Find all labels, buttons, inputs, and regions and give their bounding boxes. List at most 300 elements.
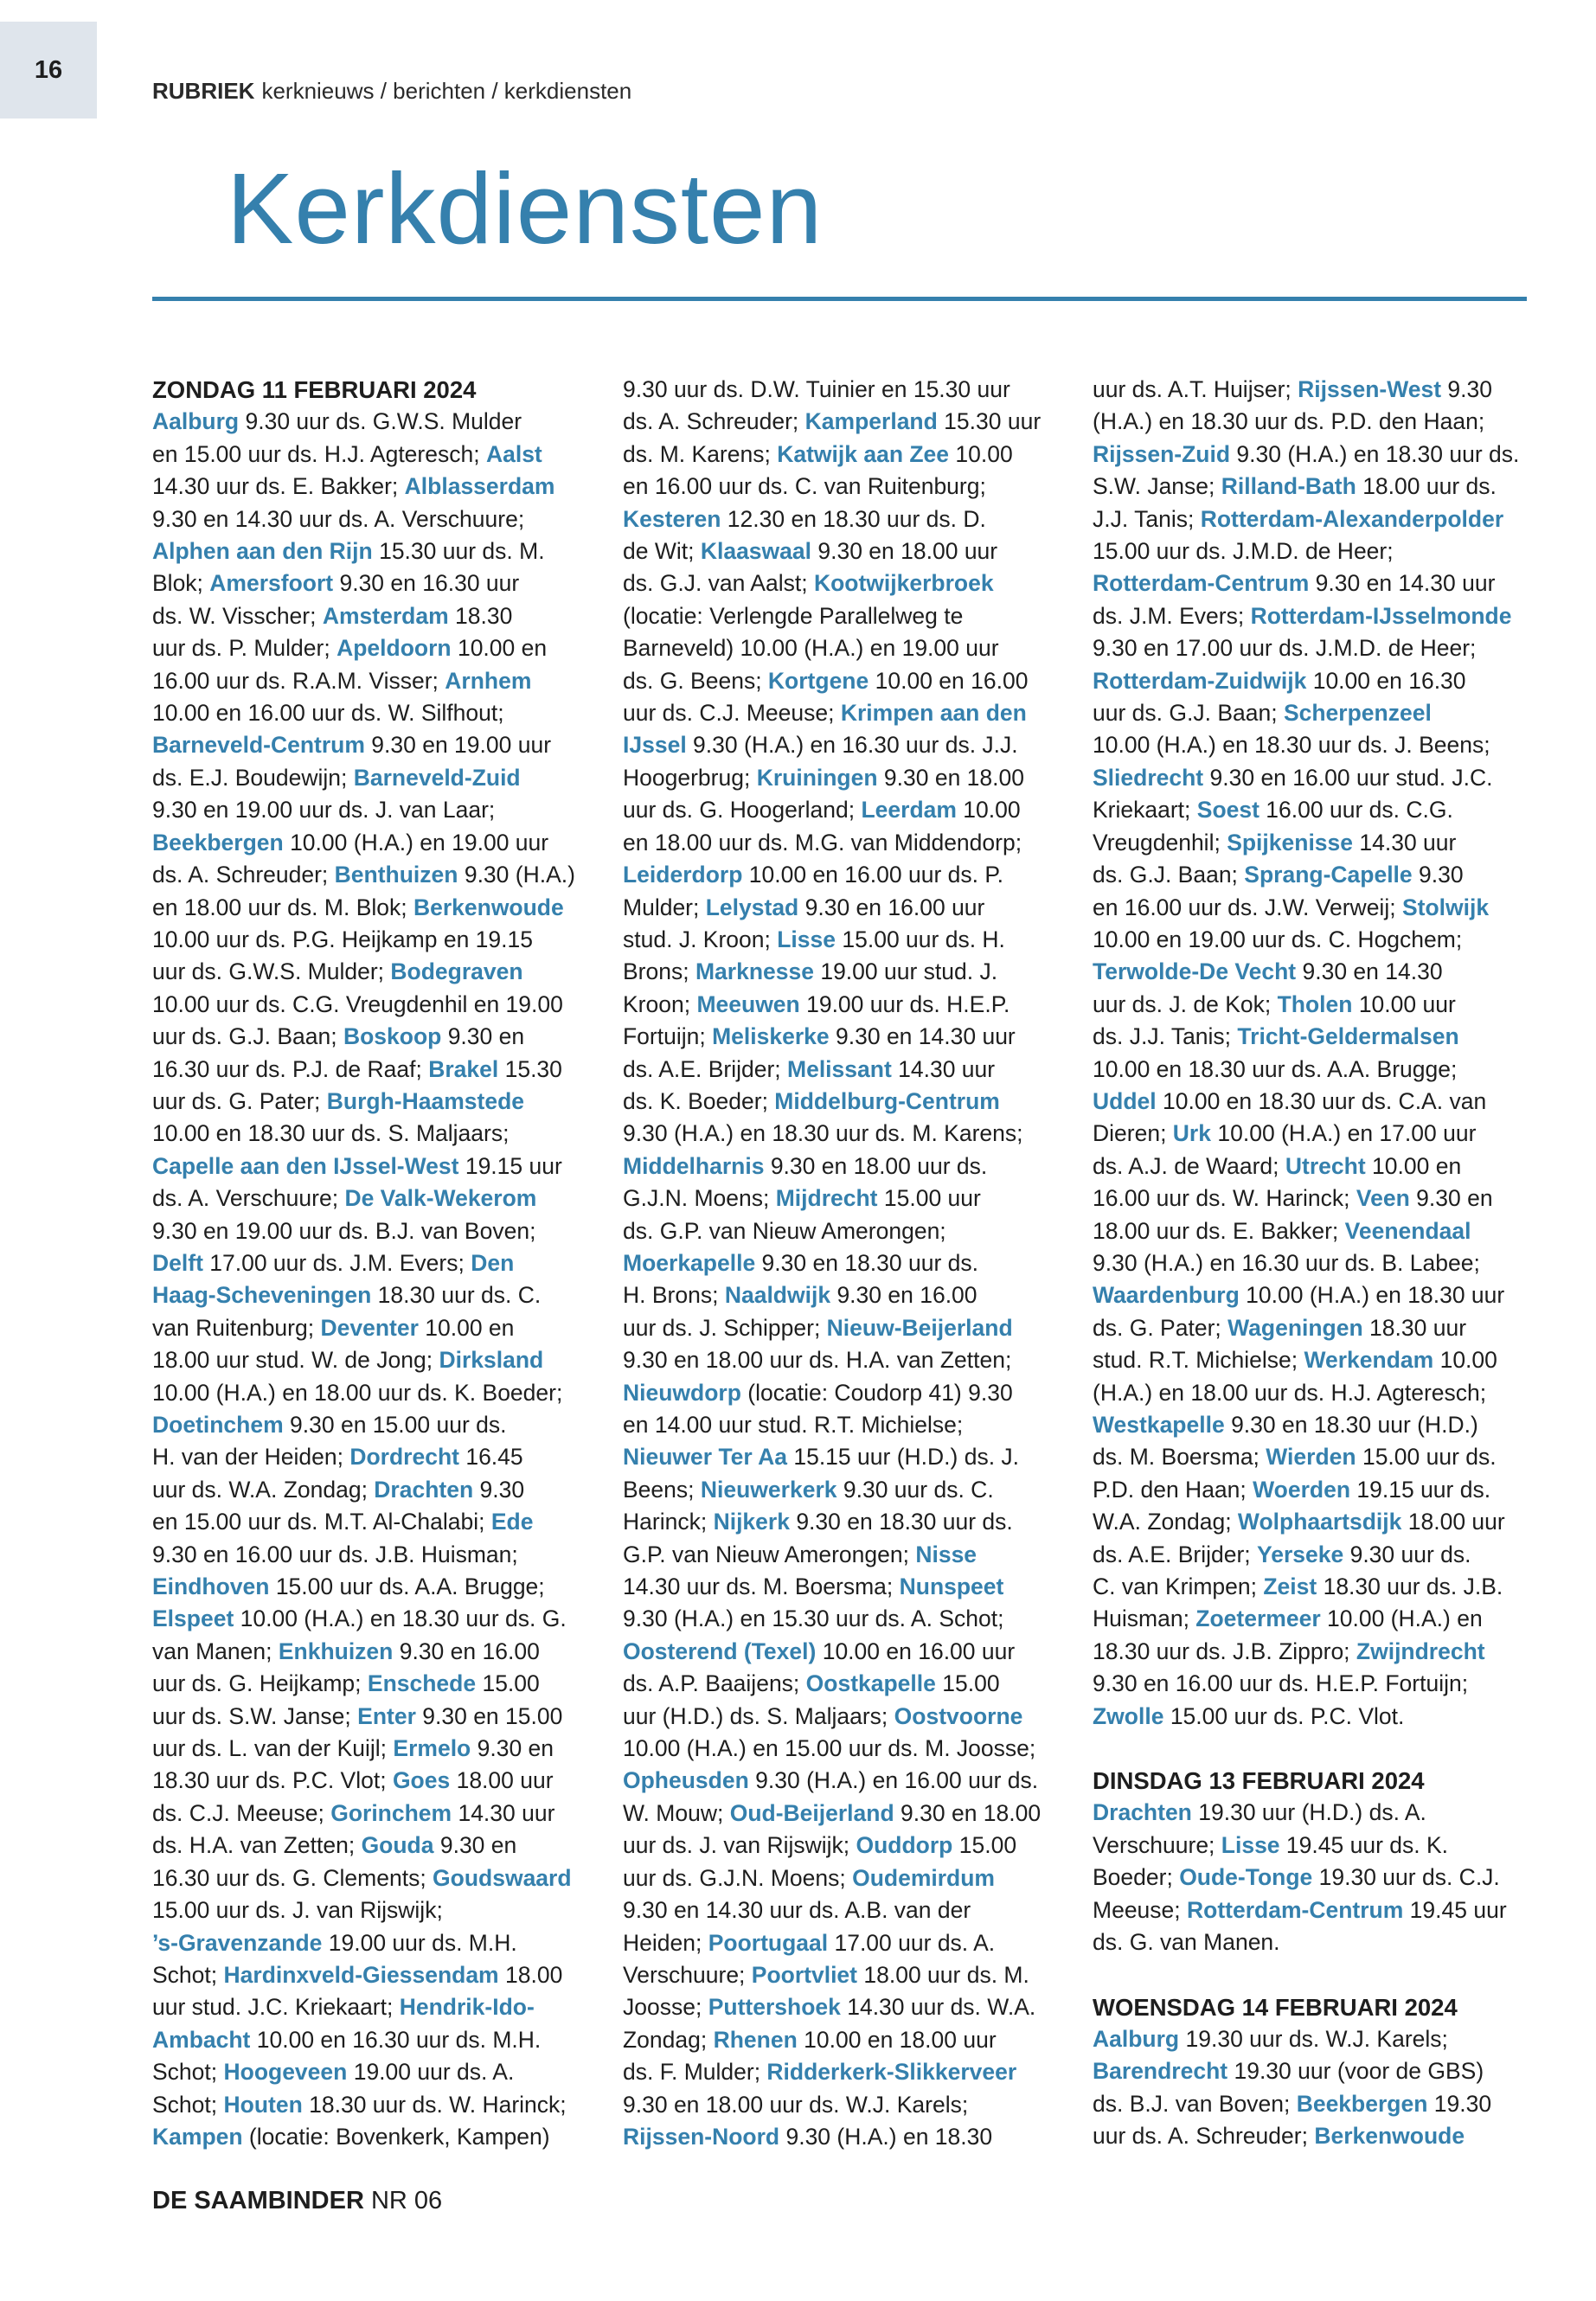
location-name: Houten bbox=[223, 2091, 303, 2118]
service-details: Boeder; bbox=[1093, 1864, 1180, 1891]
service-details: ds. M. Karens; bbox=[623, 440, 778, 467]
service-details: uur ds. G.J.N. Moens; bbox=[623, 1864, 853, 1891]
service-details: 18.00 uur bbox=[450, 1767, 554, 1794]
service-details: 9.30 en 18.30 uur ds. bbox=[755, 1249, 979, 1276]
service-details: Schot; bbox=[152, 1961, 224, 1988]
service-details: 9.30 (H.A.) en 16.30 uur ds. B. Labee; bbox=[1093, 1249, 1480, 1276]
service-details: 10.00 (H.A.) en 19.00 uur bbox=[283, 829, 549, 856]
service-details: Dieren; bbox=[1093, 1120, 1173, 1147]
service-details: 9.30 en 16.00 uur ds. H.E.P. Fortuijn; bbox=[1093, 1670, 1469, 1697]
location-name: Aalburg bbox=[1093, 2025, 1180, 2052]
location-name: Spijkenisse bbox=[1227, 829, 1354, 856]
service-details: Brons; bbox=[623, 958, 695, 985]
date-heading: ZONDAG 11 FEBRUARI 2024 bbox=[152, 376, 477, 403]
location-name: Wierden bbox=[1266, 1444, 1356, 1471]
service-details: Mulder; bbox=[623, 894, 706, 920]
location-name: Deventer bbox=[320, 1314, 419, 1341]
service-details: 9.30 en 16.00 uur ds. J.B. Huisman; bbox=[152, 1541, 518, 1567]
service-details: 9.30 en 14.30 bbox=[1296, 958, 1443, 985]
service-details: 14.30 uur bbox=[1353, 829, 1457, 856]
service-details: H. van der Heiden; bbox=[152, 1444, 350, 1471]
service-details: uur ds. P. Mulder; bbox=[152, 635, 337, 662]
location-name: Waardenburg bbox=[1093, 1282, 1240, 1309]
location-name: Zwolle bbox=[1093, 1702, 1164, 1729]
location-name: Enkhuizen bbox=[278, 1638, 394, 1664]
service-details: 10.00 en 18.30 uur ds. A.A. Brugge; bbox=[1093, 1055, 1458, 1082]
service-details: G.P. van Nieuw Amerongen; bbox=[623, 1541, 916, 1567]
service-details: 9.30 en 19.00 uur bbox=[364, 732, 552, 759]
location-name: IJssel bbox=[623, 732, 687, 759]
service-details: Fortuijn; bbox=[623, 1023, 713, 1050]
location-name: Hendrik-Ido- bbox=[399, 1994, 535, 2021]
location-name: Rilland-Bath bbox=[1221, 473, 1356, 500]
location-name: De Valk-Wekerom bbox=[344, 1185, 537, 1212]
location-name: Kortgene bbox=[767, 667, 869, 694]
service-details: 15.00 bbox=[476, 1670, 540, 1697]
location-name: Klaaswaal bbox=[700, 538, 811, 565]
service-details: 9.30 en bbox=[471, 1735, 554, 1762]
service-details: 18.30 uur ds. J.B. Zippro; bbox=[1093, 1638, 1356, 1664]
service-details: 10.00 en 16.30 uur ds. M.H. bbox=[250, 2026, 542, 2053]
location-name: Nieuwer Ter Aa bbox=[623, 1444, 787, 1471]
service-details: ds. J.J. Tanis; bbox=[1093, 1023, 1238, 1050]
service-details: uur ds. G. Heijkamp; bbox=[152, 1670, 368, 1697]
location-name: Alblasserdam bbox=[404, 473, 555, 500]
service-details: van Ruitenburg; bbox=[152, 1314, 321, 1341]
location-name: Woerden bbox=[1253, 1476, 1351, 1503]
location-name: Benthuizen bbox=[334, 862, 458, 888]
service-details: 10.00 en 18.30 uur ds. C.A. van bbox=[1156, 1087, 1487, 1114]
service-details: 19.00 uur ds. H.E.P. bbox=[799, 990, 1010, 1017]
location-name: Rhenen bbox=[713, 2026, 798, 2053]
service-details: 16.30 uur ds. G. Clements; bbox=[152, 1864, 433, 1891]
location-name: Hoogeveen bbox=[223, 2059, 348, 2086]
location-name: Rotterdam-IJsselmonde bbox=[1250, 602, 1512, 629]
service-details: 9.30 (H.A.) en 16.00 uur ds. bbox=[748, 1767, 1039, 1794]
service-details: 19.00 uur ds. A. bbox=[347, 2059, 515, 2086]
location-name: Katwijk aan Zee bbox=[777, 440, 950, 467]
service-details: 10.00 bbox=[956, 797, 1021, 824]
service-details: uur ds. A.T. Huijser; bbox=[1093, 376, 1298, 402]
location-name: Sliedrecht bbox=[1093, 764, 1204, 791]
location-name: Nisse bbox=[915, 1541, 977, 1567]
location-name: Burgh-Haamstede bbox=[326, 1087, 525, 1114]
location-name: Oud-Beijerland bbox=[729, 1799, 894, 1826]
service-details: J.J. Tanis; bbox=[1093, 505, 1201, 532]
service-details: 10.00 uur ds. C.G. Vreugdenhil en 19.00 bbox=[152, 990, 563, 1017]
service-details: 10.00 (H.A.) en bbox=[1320, 1606, 1483, 1632]
service-details: 19.30 uur (voor de GBS) bbox=[1227, 2058, 1484, 2085]
service-details: uur ds. J. Schipper; bbox=[623, 1314, 827, 1341]
service-details: uur ds. L. van der Kuijl; bbox=[152, 1735, 394, 1762]
service-details: en 18.00 uur ds. M.G. van Middendorp; bbox=[623, 829, 1022, 856]
location-name: Beekbergen bbox=[152, 829, 284, 856]
service-details: ds. A. Schreuder; bbox=[623, 408, 805, 435]
service-details: Hoogerbrug; bbox=[623, 764, 757, 791]
location-name: Gouda bbox=[361, 1832, 434, 1859]
location-name: Oude-Tonge bbox=[1179, 1864, 1313, 1891]
location-name: Zwijndrecht bbox=[1356, 1638, 1485, 1664]
service-details: 9.30 en 18.00 bbox=[894, 1799, 1042, 1826]
column-3 bbox=[1093, 374, 1534, 2153]
location-name: Oosterend (Texel) bbox=[623, 1638, 817, 1664]
service-details: 9.30 en 14.30 uur ds. A.B. van der bbox=[623, 1897, 971, 1924]
location-name: Drachten bbox=[1093, 1799, 1192, 1826]
location-name: Sprang-Capelle bbox=[1244, 862, 1413, 888]
location-name: Soest bbox=[1196, 797, 1259, 824]
location-name: Hardinxveld-Giessendam bbox=[223, 1961, 499, 1988]
service-details: ds. C.J. Meeuse; bbox=[152, 1799, 331, 1826]
service-details: ds. G. Beens; bbox=[623, 667, 768, 694]
service-details: 15.00 uur ds. J.M.D. de Heer; bbox=[1093, 538, 1394, 565]
rubriek-path: kerknieuws / berichten / kerkdiensten bbox=[261, 78, 632, 104]
service-details: 9.30 en 14.30 uur ds. A. Verschuure; bbox=[152, 505, 525, 532]
service-details: 9.30 en 18.00 uur ds. bbox=[764, 1152, 988, 1179]
service-details: 9.30 en 18.30 uur ds. bbox=[789, 1509, 1013, 1535]
location-name: Puttershoek bbox=[708, 1994, 841, 2021]
location-name: Haag-Scheveningen bbox=[152, 1282, 372, 1309]
service-details: 10.00 uur bbox=[1352, 990, 1456, 1017]
location-name: Barendrecht bbox=[1093, 2058, 1228, 2085]
service-details: ds. G. van Manen. bbox=[1093, 1929, 1280, 1956]
service-details: ds. A.E. Brijder; bbox=[623, 1055, 787, 1082]
service-details: Barneveld) 10.00 (H.A.) en 19.00 uur bbox=[623, 635, 999, 662]
location-name: Werkendam bbox=[1304, 1347, 1434, 1374]
service-details: Vreugdenhil; bbox=[1093, 829, 1227, 856]
service-details: stud. R.T. Michielse; bbox=[1093, 1347, 1304, 1374]
service-details: 18.30 uur bbox=[1362, 1314, 1467, 1341]
location-name: Dirksland bbox=[439, 1347, 544, 1374]
footer-publication: DE SAAMBINDER bbox=[152, 2187, 364, 2214]
service-details: ds. E.J. Boudewijn; bbox=[152, 764, 354, 791]
location-name: Dordrecht bbox=[349, 1444, 459, 1471]
title-divider bbox=[152, 297, 1527, 301]
location-name: Berkenwoude bbox=[413, 894, 564, 920]
location-name: Meliskerke bbox=[712, 1023, 830, 1050]
location-name: Boskoop bbox=[343, 1023, 442, 1050]
service-details: 17.00 uur ds. A. bbox=[828, 1929, 996, 1956]
location-name: Rotterdam-Centrum bbox=[1187, 1896, 1404, 1923]
service-details: 10.00 (H.A.) en 18.30 uur ds. G. bbox=[234, 1606, 567, 1632]
service-details: 19.45 uur ds. K. bbox=[1279, 1831, 1449, 1858]
service-details: 14.30 uur ds. M. Boersma; bbox=[623, 1574, 900, 1600]
location-name: Lisse bbox=[777, 926, 836, 952]
service-details: 10.00 (H.A.) en 18.00 uur ds. K. Boeder; bbox=[152, 1379, 563, 1406]
location-name: Poortvliet bbox=[751, 1961, 857, 1988]
service-details: W.A. Zondag; bbox=[1093, 1509, 1238, 1535]
location-name: Naaldwijk bbox=[724, 1282, 831, 1309]
service-details: 15.30 bbox=[498, 1055, 562, 1082]
location-name: Veenendaal bbox=[1344, 1217, 1471, 1244]
service-details: 9.30 (H.A.) en 18.30 bbox=[779, 2123, 993, 2150]
service-details: 9.30 en 18.00 bbox=[877, 764, 1025, 791]
service-details: uur ds. J. van Rijswijk; bbox=[623, 1832, 856, 1859]
service-details: 9.30 en 16.00 bbox=[393, 1638, 540, 1664]
page-title: Kerkdiensten bbox=[227, 152, 824, 265]
service-details: 10.00 en 16.00 uur bbox=[816, 1638, 1016, 1664]
service-details: 9.30 en bbox=[441, 1023, 525, 1050]
service-details: 10.00 en 19.00 uur ds. C. Hogchem; bbox=[1093, 926, 1463, 952]
service-details: ds. G.J. Baan; bbox=[1093, 862, 1245, 888]
service-details: 18.00 uur ds. E. Bakker; bbox=[1093, 1217, 1345, 1244]
service-details: Heiden; bbox=[623, 1929, 708, 1956]
service-details: 15.00 uur bbox=[877, 1185, 981, 1212]
section-gap bbox=[1093, 1733, 1534, 1765]
location-name: Nieuwdorp bbox=[623, 1379, 741, 1406]
service-details: 18.30 bbox=[448, 602, 513, 629]
location-name: Rotterdam-Alexanderpolder bbox=[1200, 505, 1504, 532]
service-details: 9.30 uur ds. G.W.S. Mulder bbox=[239, 408, 522, 435]
location-name: Kootwijkerbroek bbox=[813, 570, 994, 597]
service-details: ds. M. Boersma; bbox=[1093, 1444, 1266, 1471]
service-details: ds. J.M. Evers; bbox=[1093, 602, 1251, 629]
service-details: Schot; bbox=[152, 2091, 224, 2118]
location-name: Tricht-Geldermalsen bbox=[1237, 1023, 1459, 1050]
service-details: 9.30 en 18.00 uur ds. H.A. van Zetten; bbox=[623, 1347, 1012, 1374]
service-details: 10.00 en 16.30 bbox=[1306, 667, 1466, 694]
service-details: 12.30 en 18.30 uur ds. D. bbox=[721, 505, 986, 532]
service-details: 9.30 en 18.30 uur (H.D.) bbox=[1224, 1412, 1478, 1438]
service-details: 9.30 en 19.00 uur ds. J. van Laar; bbox=[152, 797, 496, 824]
location-name: Arnhem bbox=[445, 667, 532, 694]
service-details: 19.30 uur (H.D.) ds. A. bbox=[1191, 1799, 1426, 1826]
location-name: Aalburg bbox=[152, 408, 240, 435]
column-2 bbox=[623, 374, 1060, 2153]
location-name: Oostvoorne bbox=[894, 1702, 1023, 1729]
location-name: Oostkapelle bbox=[805, 1670, 936, 1697]
location-name: Nieuwerkerk bbox=[700, 1476, 837, 1503]
service-details: (H.A.) en 18.00 uur ds. H.J. Agteresch; bbox=[1093, 1379, 1487, 1406]
service-details: 15.00 uur ds. H. bbox=[836, 926, 1005, 952]
location-name: Barneveld-Centrum bbox=[152, 732, 365, 759]
service-details: 15.30 uur bbox=[937, 408, 1042, 435]
location-name: Goudswaard bbox=[433, 1864, 572, 1891]
date-heading: DINSDAG 13 FEBRUARI 2024 bbox=[1093, 1767, 1425, 1795]
location-name: Eindhoven bbox=[152, 1574, 270, 1600]
service-details: 9.30 en 16.00 uur stud. J.C. bbox=[1203, 764, 1493, 791]
service-details: 14.30 uur bbox=[452, 1799, 555, 1826]
location-name: Ede bbox=[490, 1509, 534, 1535]
service-details: 10.00 en 16.00 bbox=[869, 667, 1029, 694]
service-details: 16.00 uur ds. C.G. bbox=[1259, 797, 1453, 824]
location-name: Goes bbox=[392, 1767, 451, 1794]
service-details: (locatie: Verlengde Parallelweg te bbox=[623, 602, 964, 629]
service-details: 9.30 en 16.30 uur bbox=[333, 570, 520, 597]
service-details: van Manen; bbox=[152, 1638, 279, 1664]
service-details: 16.00 uur ds. R.A.M. Visser; bbox=[152, 667, 445, 694]
service-details: Harinck; bbox=[623, 1509, 714, 1535]
service-details: 19.45 uur bbox=[1403, 1896, 1507, 1923]
location-name: Tholen bbox=[1277, 990, 1353, 1017]
location-name: Terwolde-De Vecht bbox=[1093, 958, 1297, 985]
location-name: Rijssen-Noord bbox=[623, 2123, 780, 2150]
service-details: 9.30 uur ds. D.W. Tuinier en 15.30 uur bbox=[623, 376, 1010, 402]
service-details: ds. G.P. van Nieuw Amerongen; bbox=[623, 1217, 946, 1244]
location-name: Beekbergen bbox=[1296, 2090, 1428, 2117]
service-details: uur ds. W.A. Zondag; bbox=[152, 1476, 375, 1503]
rubriek-header bbox=[152, 78, 631, 105]
location-name: Berkenwoude bbox=[1314, 2123, 1465, 2150]
location-name: Yerseke bbox=[1257, 1541, 1344, 1567]
service-details: 15.00 uur ds. bbox=[1356, 1444, 1497, 1471]
location-name: Scherpenzeel bbox=[1283, 700, 1432, 727]
service-details: 10.00 uur ds. P.G. Heijkamp en 19.15 bbox=[152, 926, 533, 952]
page-number-tab bbox=[0, 22, 97, 119]
service-details: Verschuure; bbox=[1093, 1831, 1221, 1858]
service-details: uur ds. J. de Kok; bbox=[1093, 990, 1278, 1017]
service-details: 10.00 en bbox=[418, 1314, 515, 1341]
service-details: Huisman; bbox=[1093, 1606, 1196, 1632]
service-details: 10.00 en 16.00 uur ds. P. bbox=[742, 862, 1003, 888]
service-details: Blok; bbox=[152, 570, 210, 597]
service-details: 16.45 bbox=[458, 1444, 523, 1471]
service-details: 18.00 uur stud. W. de Jong; bbox=[152, 1347, 439, 1374]
location-name: Lelystad bbox=[705, 894, 799, 920]
service-details: 15.00 uur ds. A.A. Brugge; bbox=[269, 1574, 545, 1600]
location-name: Krimpen aan den bbox=[840, 700, 1027, 727]
location-name: Zoetermeer bbox=[1195, 1606, 1321, 1632]
location-name: Drachten bbox=[374, 1476, 474, 1503]
location-name: Rotterdam-Zuidwijk bbox=[1093, 667, 1307, 694]
service-details: 16.30 uur ds. P.J. de Raaf; bbox=[152, 1055, 429, 1082]
service-details: ds. F. Mulder; bbox=[623, 2059, 767, 2086]
service-details: Meeuse; bbox=[1093, 1896, 1188, 1923]
location-name: Kesteren bbox=[623, 505, 721, 532]
location-name: Zeist bbox=[1263, 1574, 1317, 1600]
location-name: Leiderdorp bbox=[623, 862, 743, 888]
footer-issue: NR 06 bbox=[370, 2187, 443, 2214]
service-details: 9.30 en 16.00 uur bbox=[798, 894, 985, 920]
service-details: stud. J. Kroon; bbox=[623, 926, 778, 952]
location-name: Amsterdam bbox=[322, 602, 449, 629]
service-details: 9.30 en 18.00 uur bbox=[811, 538, 998, 565]
service-details: (H.A.) en 18.30 uur ds. P.D. den Haan; bbox=[1093, 408, 1485, 435]
location-name: Capelle aan den IJssel-West bbox=[152, 1152, 459, 1179]
service-details: 19.00 uur ds. M.H. bbox=[322, 1929, 517, 1956]
service-details: ds. A.J. de Waard; bbox=[1093, 1152, 1285, 1179]
location-name: Delft bbox=[152, 1249, 203, 1276]
location-name: Enter bbox=[357, 1702, 416, 1729]
location-name: Ermelo bbox=[393, 1735, 471, 1762]
location-name: Nieuw-Beijerland bbox=[826, 1314, 1013, 1341]
service-details: en 15.00 uur ds. M.T. Al-Chalabi; bbox=[152, 1509, 491, 1535]
service-details: 18.30 uur ds. J.B. bbox=[1317, 1574, 1503, 1600]
location-name: Veen bbox=[1356, 1185, 1410, 1212]
service-details: 15.00 bbox=[935, 1670, 1000, 1697]
service-details: (locatie: Bovenkerk, Kampen) bbox=[242, 2123, 550, 2150]
location-name: Elspeet bbox=[152, 1606, 234, 1632]
service-details: 9.30 bbox=[1412, 862, 1464, 888]
service-details: en 15.00 uur ds. H.J. Agteresch; bbox=[152, 440, 486, 467]
service-details: 9.30 en 19.00 uur ds. B.J. van Boven; bbox=[152, 1217, 536, 1244]
service-details: 9.30 en 15.00 bbox=[415, 1702, 563, 1729]
service-details: ds. A.E. Brijder; bbox=[1093, 1541, 1257, 1567]
service-details: Beens; bbox=[623, 1476, 701, 1503]
location-name: Aalst bbox=[485, 440, 542, 467]
service-details: ds. B.J. van Boven; bbox=[1093, 2090, 1297, 2117]
service-details: 9.30 en 15.00 uur ds. bbox=[283, 1412, 507, 1438]
service-details: ds. K. Boeder; bbox=[623, 1087, 775, 1114]
location-name: Middelburg-Centrum bbox=[774, 1087, 1000, 1114]
location-name: Uddel bbox=[1093, 1087, 1157, 1114]
service-details: 10.00 en bbox=[451, 635, 548, 662]
location-name: Apeldoorn bbox=[337, 635, 452, 662]
date-heading: WOENSDAG 14 FEBRUARI 2024 bbox=[1093, 1993, 1458, 2021]
service-details: 10.00 (H.A.) en 18.30 uur bbox=[1239, 1282, 1505, 1309]
service-details: uur ds. G. Hoogerland; bbox=[623, 797, 862, 824]
location-name: Kampen bbox=[152, 2123, 243, 2150]
service-details: en 18.00 uur ds. M. Blok; bbox=[152, 894, 413, 920]
service-details: 9.30 en 14.30 uur bbox=[1309, 570, 1496, 597]
service-details: Kroon; bbox=[623, 990, 697, 1017]
service-details: 9.30 bbox=[1441, 376, 1493, 402]
service-details: ds. W. Visscher; bbox=[152, 602, 323, 629]
service-details: 9.30 en 18.00 uur ds. W.J. Karels; bbox=[623, 2091, 969, 2118]
service-details: Schot; bbox=[152, 2059, 224, 2086]
service-details: uur ds. G.J. Baan; bbox=[152, 1023, 343, 1050]
location-name: Nunspeet bbox=[899, 1574, 1004, 1600]
service-details: 9.30 (H.A.) bbox=[458, 862, 575, 888]
service-details: 15.00 bbox=[952, 1832, 1017, 1859]
location-name: Wageningen bbox=[1227, 1314, 1363, 1341]
rubriek-label: RUBRIEK bbox=[152, 78, 255, 104]
location-name: Utrecht bbox=[1285, 1152, 1366, 1179]
location-name: Brakel bbox=[428, 1055, 499, 1082]
service-details: 14.30 uur ds. E. Bakker; bbox=[152, 473, 405, 500]
location-name: Den bbox=[471, 1249, 515, 1276]
location-name: Oudemirdum bbox=[852, 1864, 995, 1891]
column-1 bbox=[152, 374, 595, 2153]
service-details: 10.00 en 18.00 uur bbox=[797, 2026, 997, 2053]
service-details: Zondag; bbox=[623, 2026, 714, 2053]
service-details: 18.00 uur ds. bbox=[1356, 473, 1497, 500]
location-name: Westkapelle bbox=[1093, 1412, 1225, 1438]
location-name: Ambacht bbox=[152, 2026, 251, 2053]
service-details: 9.30 en bbox=[1409, 1185, 1493, 1212]
location-name: Meeuwen bbox=[696, 990, 800, 1017]
service-details: en 14.00 uur stud. R.T. Michielse; bbox=[623, 1412, 964, 1438]
service-details: en 16.00 uur ds. J.W. Verweij; bbox=[1093, 894, 1402, 920]
footer bbox=[152, 2187, 442, 2215]
service-details: 19.15 uur bbox=[458, 1152, 562, 1179]
service-details: uur stud. J.C. Kriekaart; bbox=[152, 1994, 400, 2021]
service-details: ds. A. Verschuure; bbox=[152, 1185, 345, 1212]
service-details: 10.00 bbox=[949, 440, 1013, 467]
service-details: 10.00 en 16.00 uur ds. W. Silfhout; bbox=[152, 700, 504, 727]
service-details: 9.30 en 16.00 bbox=[830, 1282, 977, 1309]
section-gap bbox=[1093, 1959, 1534, 1991]
service-details: 9.30 (H.A.) en 18.30 uur ds. bbox=[1230, 440, 1520, 467]
service-details: 15.00 uur ds. P.C. Vlot. bbox=[1163, 1702, 1405, 1729]
service-details: 9.30 en 14.30 uur bbox=[829, 1023, 1016, 1050]
location-name: Barneveld-Zuid bbox=[353, 764, 521, 791]
service-details: 14.30 uur ds. W.A. bbox=[840, 1994, 1036, 2021]
location-name: Lisse bbox=[1221, 1831, 1280, 1858]
service-details: 19.30 bbox=[1427, 2090, 1492, 2117]
location-name: Doetinchem bbox=[152, 1412, 284, 1438]
service-details: ds. H.A. van Zetten; bbox=[152, 1832, 362, 1859]
service-details: 9.30 en 17.00 uur ds. J.M.D. de Heer; bbox=[1093, 635, 1477, 662]
service-details: uur ds. C.J. Meeuse; bbox=[623, 700, 841, 727]
service-details: uur ds. A. Schreuder; bbox=[1093, 2123, 1315, 2150]
service-details: 10.00 bbox=[1433, 1347, 1497, 1374]
service-details: 9.30 (H.A.) en 15.30 uur ds. A. Schot; bbox=[623, 1606, 1004, 1632]
service-details: 19.00 uur stud. J. bbox=[813, 958, 998, 985]
service-details: 9.30 uur ds. C. bbox=[836, 1476, 994, 1503]
service-details: 10.00 (H.A.) en 15.00 uur ds. M. Joosse; bbox=[623, 1735, 1036, 1762]
service-details: de Wit; bbox=[623, 538, 701, 565]
service-details: 19.15 uur ds. bbox=[1350, 1476, 1491, 1503]
